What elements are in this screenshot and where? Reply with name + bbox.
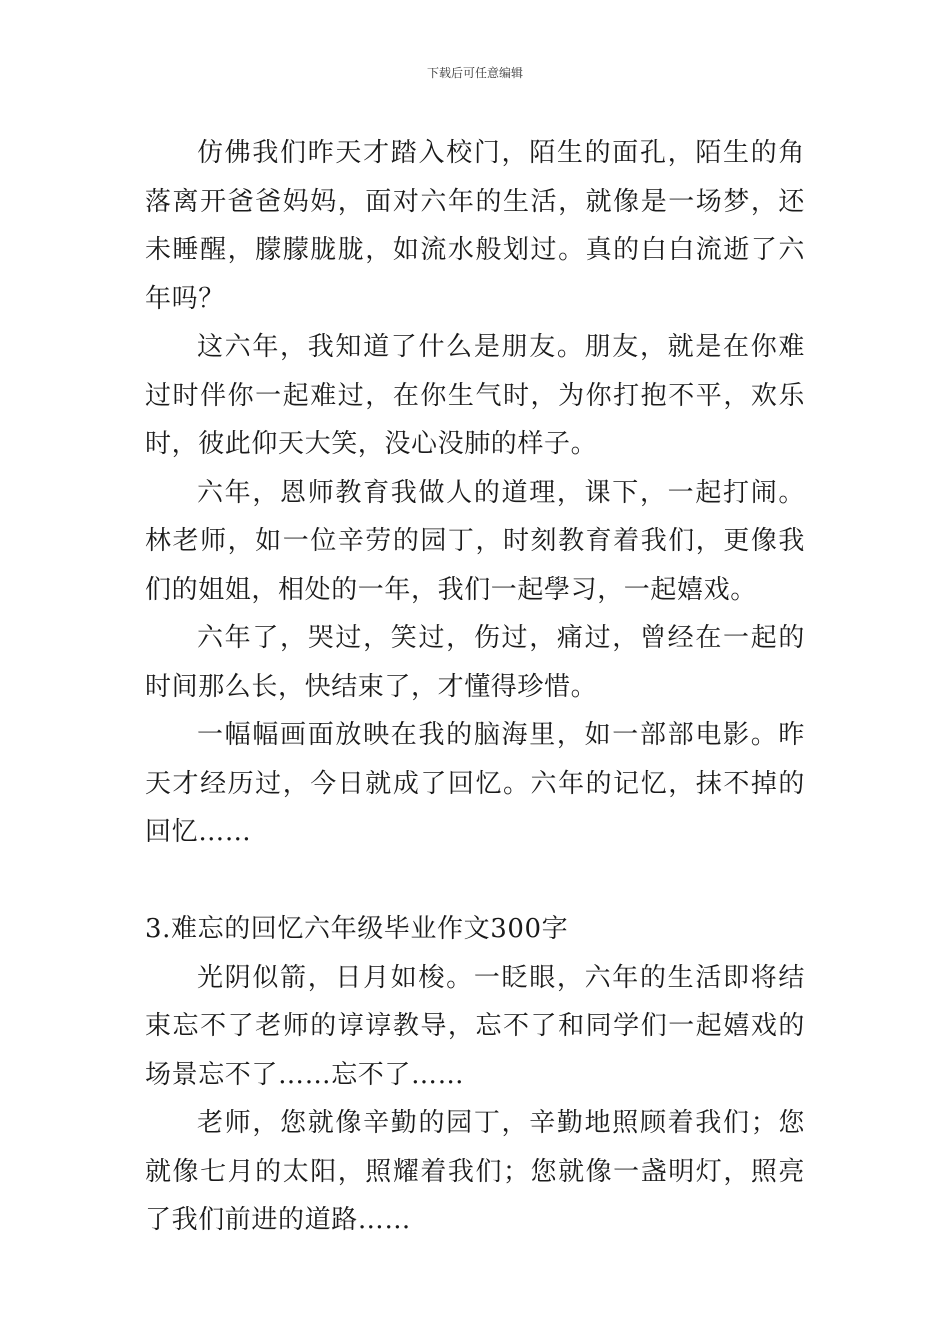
paragraph: 一幅幅画面放映在我的脑海里，如一部部电影。昨天才经历过，今日就成了回忆。六年的记忆，抹不掉的回忆…… bbox=[145, 720, 805, 847]
section-spacer bbox=[145, 857, 805, 906]
paragraph: 老师，您就像辛勤的园丁，辛勤地照顾着我们；您就像七月的太阳，照耀着我们；您就像一盏明灯，照亮了我们前进的道路…… bbox=[145, 1108, 805, 1235]
document-body bbox=[145, 129, 805, 1245]
paragraph: 光阴似箭，日月如梭。一眨眼，六年的生活即将结束忘不了老师的谆谆教导，忘不了和同学们一起嬉戏的场景忘不了……忘不了…… bbox=[145, 962, 805, 1090]
paragraph: 六年了，哭过，笑过，伤过，痛过，曾经在一起的时间那么长，快结束了，才懂得珍惜。 bbox=[145, 623, 805, 702]
section-heading: 3.难忘的回忆六年级毕业作文300字 bbox=[145, 914, 569, 944]
paragraph: 六年，恩师教育我做人的道理，课下，一起打闹。林老师，如一位辛劳的园丁，时刻教育着我们，更像我们的姐姐，相处的一年，我们一起學习，一起嬉戏。 bbox=[145, 477, 805, 605]
paragraph: 仿佛我们昨天才踏入校门，陌生的面孔，陌生的角落离开爸爸妈妈，面对六年的生活，就像是一场梦，还未睡醒，朦朦胧胧，如流水般划过。真的白白流逝了六年吗？ bbox=[145, 138, 805, 314]
paragraph: 这六年，我知道了什么是朋友。朋友，就是在你难过时伴你一起难过，在你生气时，为你打抱不平，欢乐时，彼此仰天大笑，没心没肺的样子。 bbox=[145, 332, 805, 459]
page-header: 下载后可任意编辑 bbox=[426, 66, 523, 80]
